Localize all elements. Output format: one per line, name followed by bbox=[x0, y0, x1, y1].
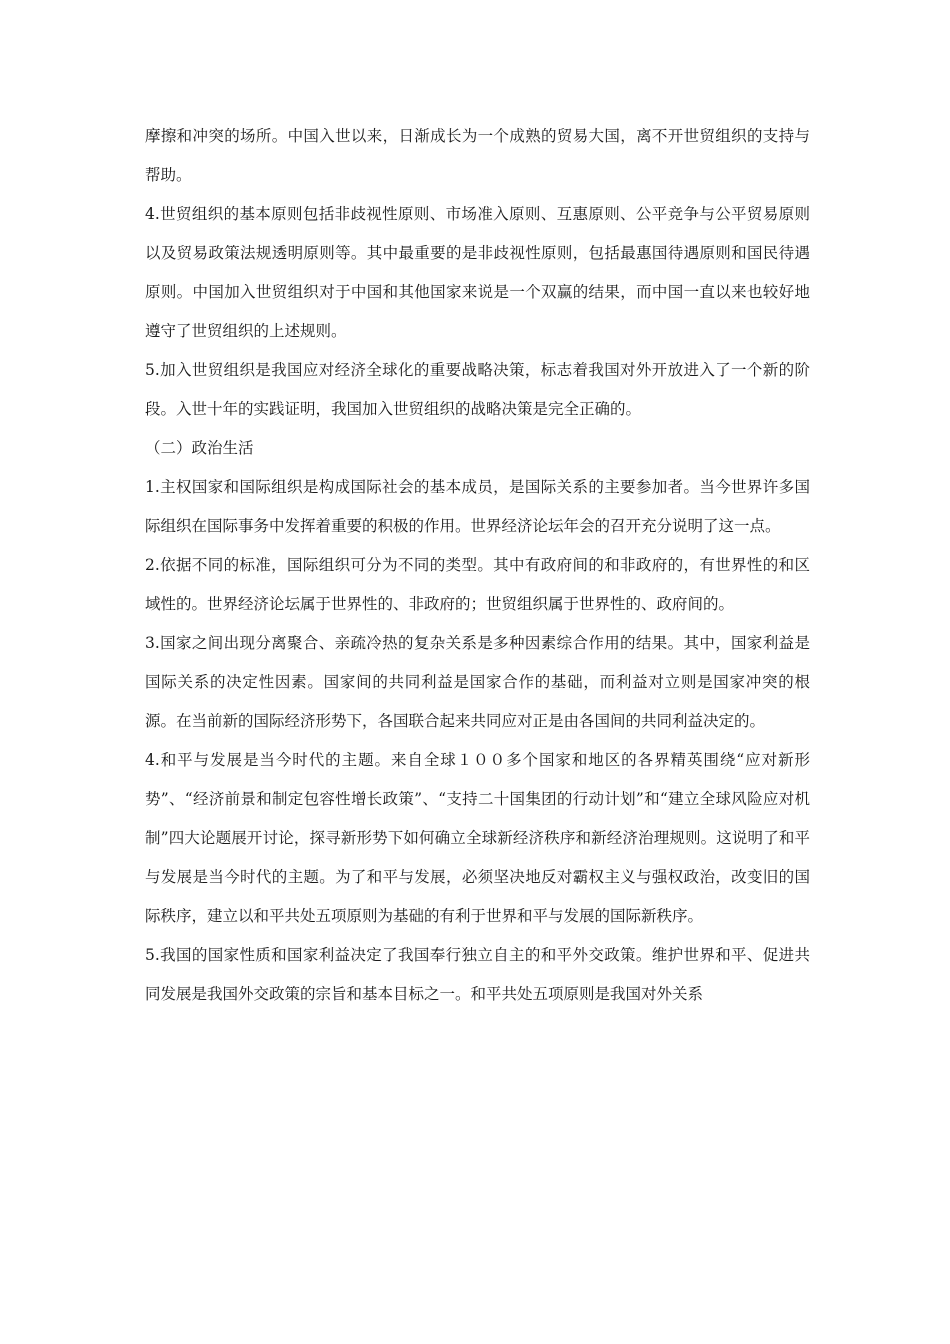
section-heading-political-life: （二）政治生活 bbox=[145, 439, 254, 457]
paragraph-intl-org-types: 2.依据不同的标准，国际组织可分为不同的类型。其中有政府间的和非政府的，有世界性的和区域性的。世界经济论坛属于世界性的、非政府的；世贸组织属于世界性的、政府间的。 bbox=[145, 556, 810, 613]
document-body bbox=[145, 117, 810, 1014]
paragraph-sovereign-states: 1.主权国家和国际组织是构成国际社会的基本成员，是国际关系的主要参加者。当今世界许多国际组织在国际事务中发挥着重要的积极的作用。世界经济论坛年会的召开充分说明了这一点。 bbox=[145, 478, 810, 535]
paragraph-wto-principles: 4.世贸组织的基本原则包括非歧视性原则、市场准入原则、互惠原则、公平竞争与公平贸易原则以及贸易政策法规透明原则等。其中最重要的是非歧视性原则，包括最惠国待遇原则和国民待遇原则。中国加入世贸组织对于中国和其他国家来说是一个双赢的结果，而中国一直以来也较好地遵守了世贸组织的上述规则。 bbox=[145, 205, 810, 340]
paragraph-peace-development: 4.和平与发展是当今时代的主题。来自全球１００多个国家和地区的各界精英围绕“应对新形势”、“经济前景和制定包容性增长政策”、“支持二十国集团的行动计划”和“建立全球风险应对机制”四大论题展开讨论，探寻新形势下如何确立全球新经济秩序和新经济治理规则。这说明了和平与发展是当今时代的主题。为了和平与发展，必须坚决地反对霸权主义与强权政治，改变旧的国际秩序，建立以和平共处五项原则为基础的有利于世界和平与发展的国际新秩序。 bbox=[145, 751, 810, 925]
paragraph-continuation: 摩擦和冲突的场所。中国入世以来，日渐成长为一个成熟的贸易大国，离不开世贸组织的支持与帮助。 bbox=[145, 127, 810, 184]
paragraph-national-interest: 3.国家之间出现分离聚合、亲疏冷热的复杂关系是多种因素综合作用的结果。其中，国家利益是国际关系的决定性因素。国家间的共同利益是国家合作的基础，而利益对立则是国家冲突的根源。在当前新的国际经济形势下，各国联合起来共同应对正是由各国间的共同利益决定的。 bbox=[145, 634, 810, 730]
paragraph-foreign-policy: 5.我国的国家性质和国家利益决定了我国奉行独立自主的和平外交政策。维护世界和平、促进共同发展是我国外交政策的宗旨和基本目标之一。和平共处五项原则是我国对外关系 bbox=[145, 946, 810, 1003]
paragraph-wto-decision: 5.加入世贸组织是我国应对经济全球化的重要战略决策，标志着我国对外开放进入了一个新的阶段。入世十年的实践证明，我国加入世贸组织的战略决策是完全正确的。 bbox=[145, 361, 810, 418]
